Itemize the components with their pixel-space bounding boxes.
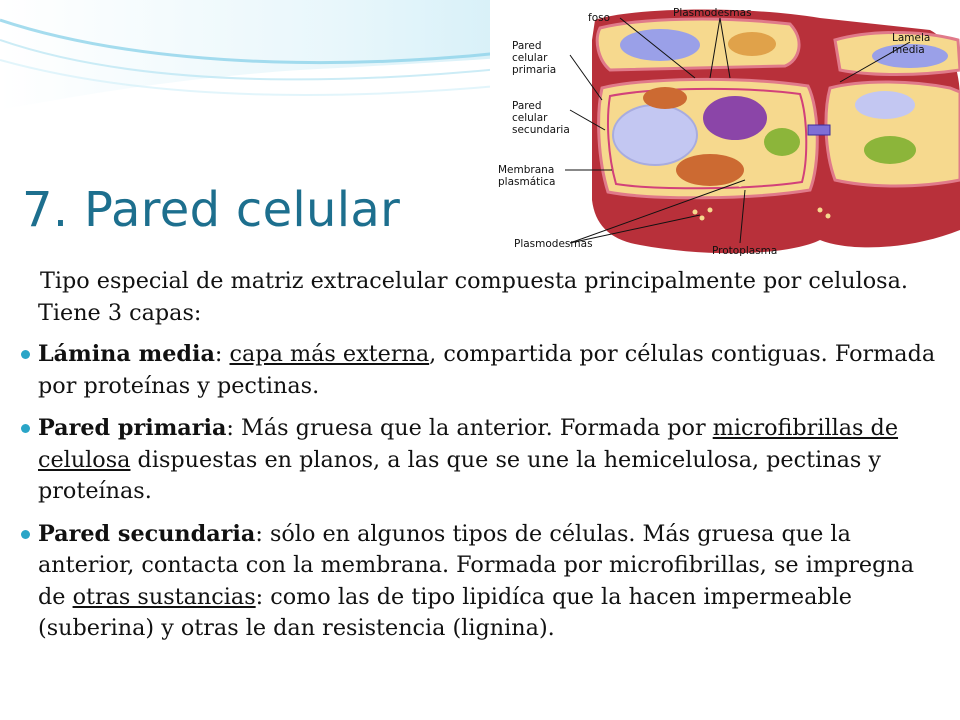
label-plasmodesmas-top: Plasmodesmas: [673, 7, 752, 19]
chloroplast-orange: [643, 87, 687, 109]
label-pared-primaria: Pared celular primaria: [512, 40, 557, 76]
bullet-lamina-media: [38, 339, 943, 402]
upper-organelle: [728, 32, 776, 56]
bullet-underlined: microfibrillas de celulosa: [38, 415, 899, 473]
bullet-term: Pared primaria: [38, 415, 227, 441]
bullet-term: Lámina media: [38, 341, 215, 367]
nucleus: [703, 96, 767, 140]
bullet-text-pre: : Más gruesa que la anterior. Formada por: [226, 415, 713, 441]
bullet-underlined: capa más externa: [229, 341, 430, 367]
bullet-term: Pared secundaria: [38, 520, 256, 547]
label-protoplasma: Protoplasma: [712, 245, 778, 257]
bullet-pared-secundaria: [38, 519, 943, 645]
right-vacuole: [855, 91, 915, 119]
bullet-icon: [21, 350, 30, 359]
intro-text: Tipo especial de matriz extracelular compuesta principalmente por celulosa. Tiene 3 capas:: [38, 268, 908, 326]
label-pared-secundaria: Pared celular secundaria: [512, 100, 570, 136]
chloroplast-green: [764, 128, 800, 156]
mitochondrion: [676, 154, 744, 186]
label-membrana: Membrana plasmática: [498, 164, 556, 188]
label-plasmodesmas-bottom: Plasmodesmas: [514, 238, 593, 250]
slide-body: [38, 266, 943, 656]
slide-title: 7. Pared celular: [22, 182, 401, 238]
bullet-text-post: , compartida por células contiguas. Formada por proteínas y pectinas.: [38, 341, 936, 399]
bullet-icon: [21, 530, 30, 539]
bullet-pared-primaria: [38, 413, 943, 508]
label-foso: foso: [588, 12, 611, 24]
label-lamela-media: Lamela media: [892, 32, 931, 56]
bullet-text-post: : como las de tipo lipidíca que la hacen impermeable (suberina) y otras le dan resistencia (lignina).: [38, 583, 852, 641]
right-chloroplast: [864, 136, 916, 164]
bullet-icon: [21, 424, 30, 433]
cell-wall-diagram: [490, 0, 960, 262]
bullet-text-post: dispuestas en planos, a las que se une la hemicelulosa, pectinas y proteínas.: [38, 446, 881, 504]
plasmodesma-channel: [808, 125, 830, 135]
upper-nucleus: [620, 29, 700, 61]
vacuole: [613, 105, 697, 165]
bullet-text-pre: :: [214, 341, 230, 367]
bullet-text-pre: : sólo en algunos tipos de células. Más gruesa que la anterior, contacta con la membrana. Formada por microfibrillas, se impregna de: [38, 520, 915, 610]
bullet-underlined: otras sustancias: [72, 583, 256, 610]
